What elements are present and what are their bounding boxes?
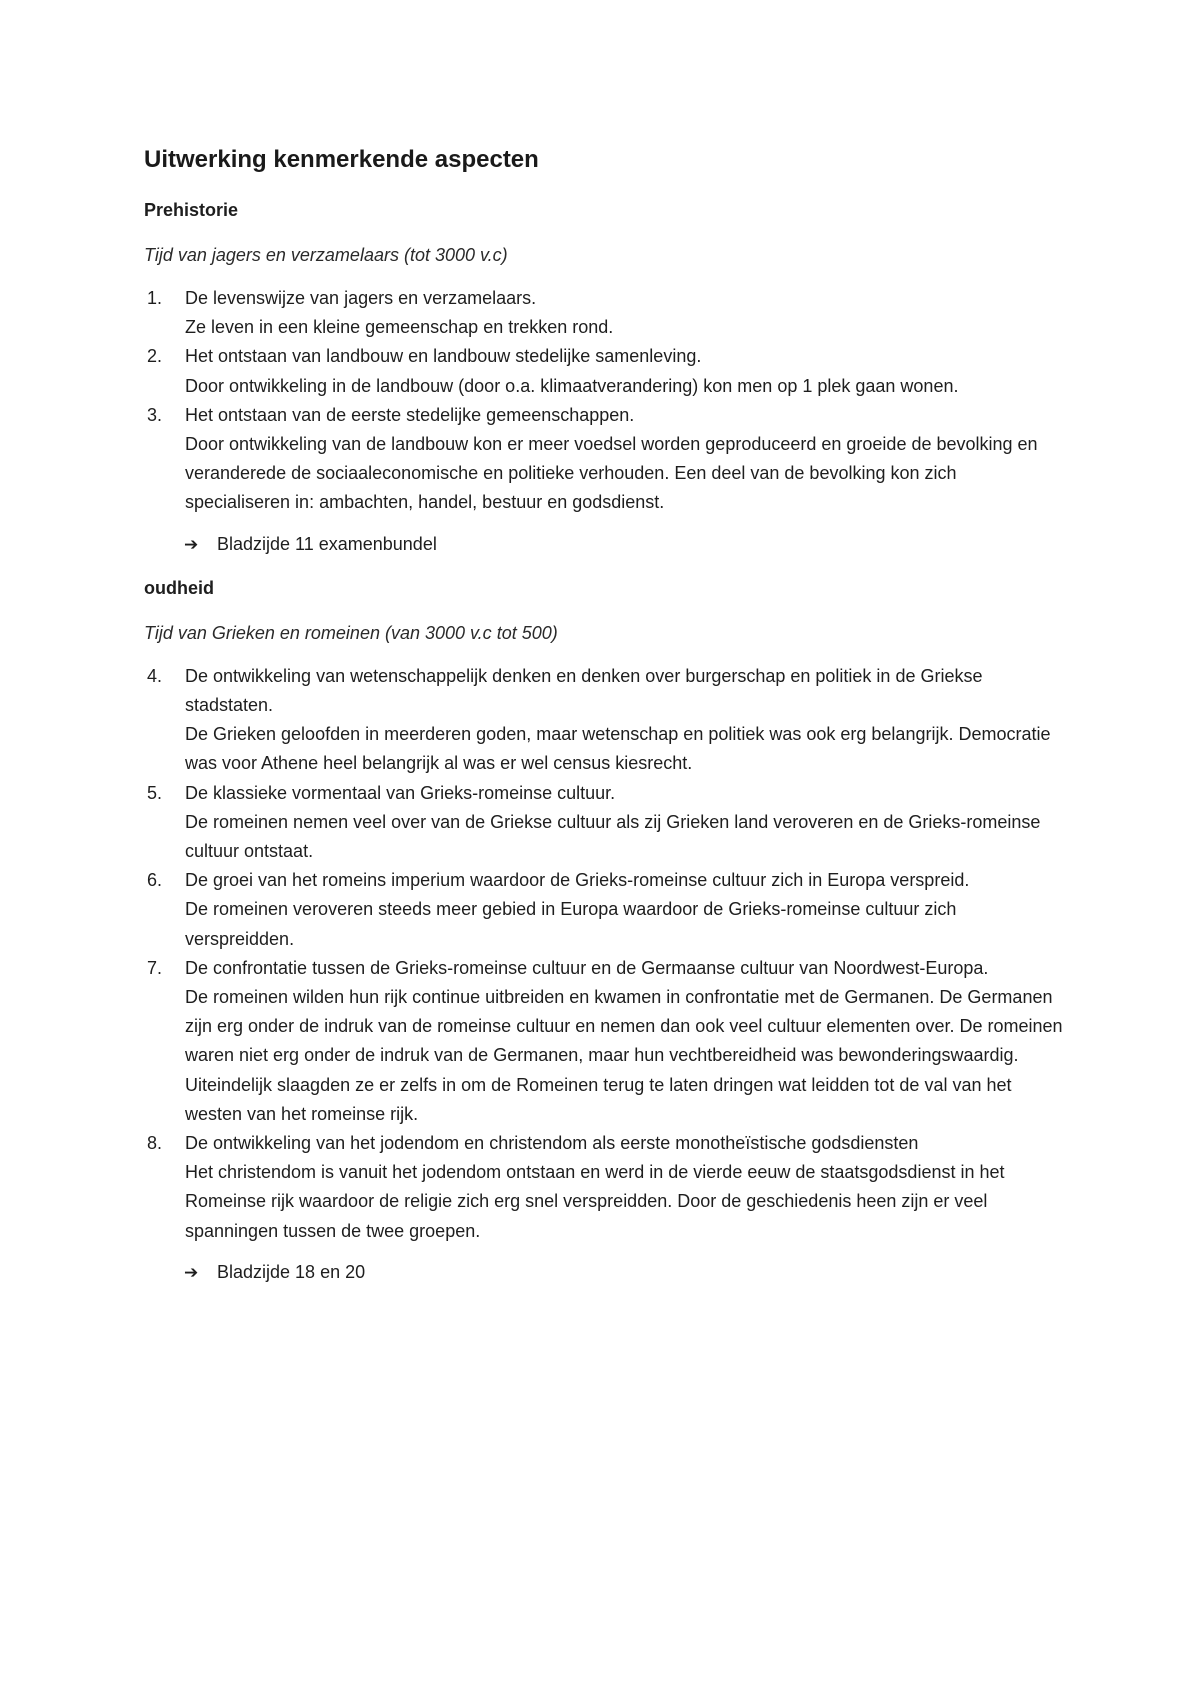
page-reference bbox=[144, 530, 1064, 559]
section-heading: Prehistorie bbox=[144, 200, 239, 220]
arrow-right-icon: ➔ bbox=[184, 534, 199, 554]
item-title: De confrontatie tussen de Grieks-romeinse cultuur en de Germaanse cultuur van Noordwest-Europa. bbox=[185, 957, 989, 978]
item-title: De klassieke vormentaal van Grieks-romeinse cultuur. bbox=[185, 782, 616, 803]
item-number: 8. bbox=[147, 1133, 163, 1154]
item-number: 1. bbox=[147, 288, 163, 308]
aspect-list bbox=[144, 662, 1064, 1246]
list-item bbox=[144, 779, 1064, 867]
item-title: Het ontstaan van de eerste stedelijke gemeenschappen. bbox=[185, 404, 635, 425]
list-item bbox=[144, 284, 1064, 342]
item-title: De groei van het romeins imperium waardoor de Grieks-romeinse cultuur zich in Europa verspreid. bbox=[185, 870, 970, 891]
section-heading: oudheid bbox=[144, 577, 214, 598]
item-number: 6. bbox=[147, 870, 163, 891]
list-item bbox=[144, 954, 1064, 1129]
item-body: De romeinen veroveren steeds meer gebied in Europa waardoor de Grieks-romeinse cultuur zich verspreidden. bbox=[185, 899, 957, 949]
item-body: De romeinen nemen veel over van de Griekse cultuur als zij Grieken land veroveren en de Grieks-romeinse cultuur ontstaat. bbox=[185, 811, 1041, 862]
item-body: De romeinen wilden hun rijk continue uitbreiden en kwamen in confrontatie met de Germanen. De Germanen zijn erg onder de indruk van de romeinse cultuur en nemen dan ook veel cultuur elementen over. De romeinen waren niet erg onder de indruk van de Germanen, maar hun vechtbereidheid was bewonderingswaardig. Uiteindelijk slaagden ze er zelfs in om de Romeinen terug te laten dringen wat leidden tot de val van het westen van het romeinse rijk. bbox=[185, 987, 1063, 1124]
item-body: De Grieken geloofden in meerderen goden, maar wetenschap en politiek was ook erg belangrijk. Democratie was voor Athene heel belangrijk al was er wel census kiesrecht. bbox=[185, 724, 1051, 774]
list-item bbox=[144, 342, 1064, 400]
document-title: Uitwerking kenmerkende aspecten bbox=[144, 146, 539, 173]
page-reference bbox=[144, 1258, 1064, 1287]
item-number: 4. bbox=[147, 665, 163, 686]
item-body: Door ontwikkeling in de landbouw (door o.a. klimaatverandering) kon men op 1 plek gaan wonen. bbox=[185, 375, 959, 396]
section-subtitle: Tijd van jagers en verzamelaars (tot 3000 v.c) bbox=[144, 245, 508, 265]
reference-text: Bladzijde 18 en 20 bbox=[217, 1261, 366, 1282]
item-number: 7. bbox=[147, 957, 163, 978]
item-number: 5. bbox=[147, 782, 163, 803]
list-item bbox=[144, 662, 1064, 779]
section-subtitle: Tijd van Grieken en romeinen (van 3000 v.c tot 500) bbox=[144, 622, 558, 643]
item-body: Door ontwikkeling van de landbouw kon er meer voedsel worden geproduceerd en groeide de bevolking en veranderede de sociaaleconomische en politieke verhouden. Een deel van de bevolking kon zich specialiseren in: ambachten, handel, bestuur en godsdienst. bbox=[185, 434, 1038, 513]
item-title: De ontwikkeling van het jodendom en christendom als eerste monotheïstische godsdiensten bbox=[185, 1133, 919, 1154]
aspect-list bbox=[144, 284, 1064, 518]
section-oudheid bbox=[144, 575, 1064, 1287]
item-body: Het christendom is vanuit het jodendom ontstaan en werd in de vierde eeuw de staatsgodsdienst in het Romeinse rijk waardoor de religie zich erg snel verspreidden. Door de geschiedenis heen zijn er veel spanningen tussen de twee groepen. bbox=[185, 1162, 1005, 1241]
document-page bbox=[144, 145, 1064, 1303]
list-item bbox=[144, 866, 1064, 954]
item-number: 3. bbox=[147, 404, 163, 425]
arrow-right-icon: ➔ bbox=[184, 1262, 199, 1282]
item-title: Het ontstaan van landbouw en landbouw stedelijke samenleving. bbox=[185, 346, 702, 367]
item-title: De ontwikkeling van wetenschappelijk denken en denken over burgerschap en politiek in de Griekse stadstaten. bbox=[185, 665, 983, 716]
item-title: De levenswijze van jagers en verzamelaars. bbox=[185, 288, 537, 308]
reference-text: Bladzijde 11 examenbundel bbox=[217, 533, 437, 554]
list-item bbox=[144, 401, 1064, 518]
item-number: 2. bbox=[147, 346, 163, 367]
list-item bbox=[144, 1129, 1064, 1246]
section-prehistorie bbox=[144, 197, 1064, 559]
item-body: Ze leven in een kleine gemeenschap en trekken rond. bbox=[185, 317, 614, 338]
